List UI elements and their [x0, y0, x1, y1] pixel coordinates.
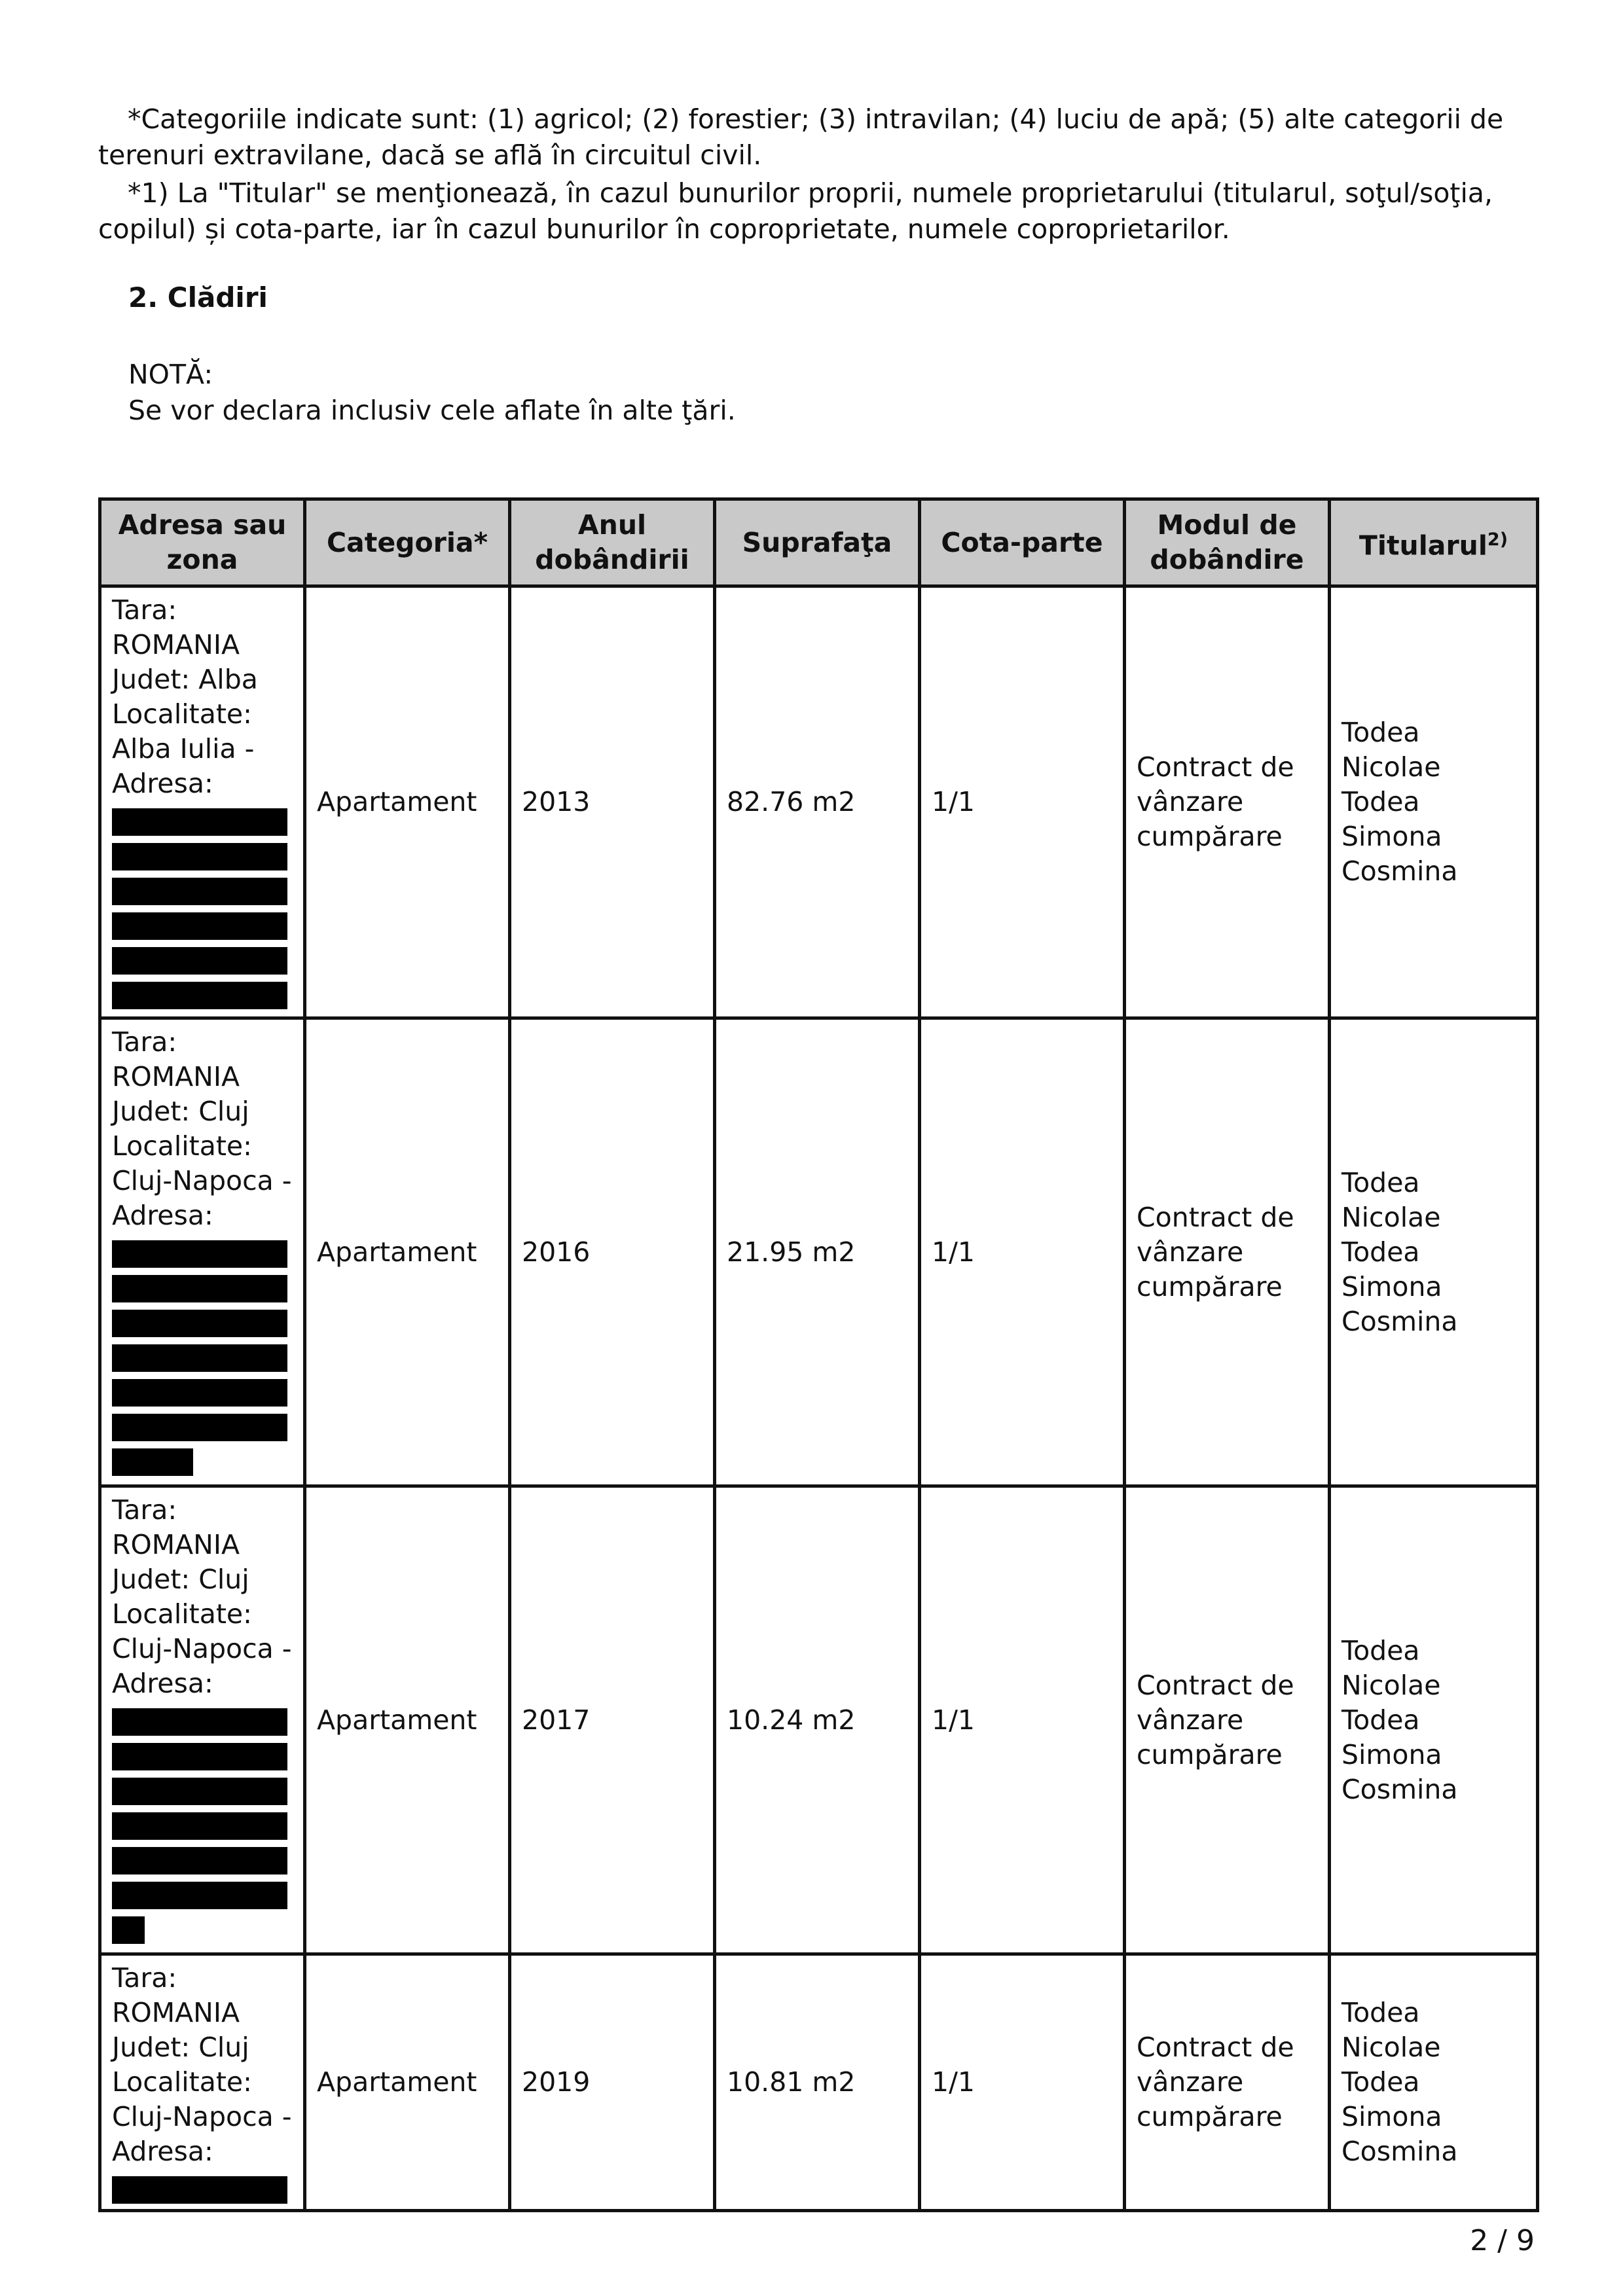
- cell-modul: Contract de vânzare cumpărare: [1125, 1486, 1330, 1954]
- table-row: [100, 1018, 1538, 1486]
- addr-judet: Judet: Cluj: [112, 2032, 249, 2063]
- addr-tara: Tara: ROMANIA: [112, 594, 240, 660]
- addr-tara: Tara: ROMANIA: [112, 1962, 240, 2028]
- cell-anul: 2013: [510, 586, 715, 1018]
- titular-name: Todea Simona Cosmina: [1341, 2066, 1458, 2167]
- redaction-bar: [112, 1414, 287, 1441]
- redaction-bar: [112, 1448, 193, 1476]
- redaction-bar: [112, 1310, 287, 1337]
- header-adresa: Adresa sau zona: [100, 499, 305, 586]
- redaction-bar: [112, 1743, 287, 1770]
- header-modul: Modul de dobândire: [1125, 499, 1330, 586]
- addr-adresa-label: Adresa:: [112, 768, 213, 799]
- redaction-bar: [112, 1916, 145, 1944]
- addr-adresa-label: Adresa:: [112, 1668, 213, 1699]
- cell-categoria: Apartament: [305, 586, 510, 1018]
- titular-name: Todea Nicolae: [1341, 717, 1441, 783]
- cell-modul: Contract de vânzare cumpărare: [1125, 586, 1330, 1018]
- table-header-row: [100, 499, 1538, 586]
- header-anul: Anul dobândirii: [510, 499, 715, 586]
- redaction-bar: [112, 947, 287, 975]
- redaction-bar: [112, 843, 287, 870]
- addr-judet: Judet: Cluj: [112, 1096, 249, 1127]
- addr-judet: Judet: Alba: [112, 664, 258, 695]
- redaction-bar: [112, 878, 287, 905]
- redaction-bar: [112, 982, 287, 1009]
- header-suprafata: Suprafaţa: [715, 499, 920, 586]
- cell-suprafata: 10.81 m2: [715, 1954, 920, 2211]
- titular-name: Todea Simona Cosmina: [1341, 786, 1458, 887]
- cell-adresa: [100, 1486, 305, 1954]
- cell-cota: 1/1: [920, 1018, 1125, 1486]
- header-categoria: Categoria*: [305, 499, 510, 586]
- cell-cota: 1/1: [920, 586, 1125, 1018]
- cell-modul: Contract de vânzare cumpărare: [1125, 1954, 1330, 2211]
- cell-suprafata: 10.24 m2: [715, 1486, 920, 1954]
- cell-adresa: [100, 586, 305, 1018]
- cell-titularul: [1330, 1486, 1538, 1954]
- cell-modul: Contract de vânzare cumpărare: [1125, 1018, 1330, 1486]
- addr-judet: Judet: Cluj: [112, 1564, 249, 1595]
- titular-name: Todea Simona Cosmina: [1341, 1236, 1458, 1337]
- titular-name: Todea Nicolae: [1341, 1634, 1441, 1701]
- addr-adresa-label: Adresa:: [112, 2136, 213, 2167]
- note-titular: *1) La "Titular" se menţionează, în cazul bunurilor proprii, numele proprietarului (titularul, soţul/soţia, copilul) și cota-parte, iar în cazul bunurilor în coproprietate, numele coproprietarilor.: [98, 177, 1493, 245]
- page-number: 2 / 9: [1470, 2224, 1535, 2257]
- table-row: [100, 1486, 1538, 1954]
- redaction-bar: [112, 1778, 287, 1805]
- cell-categoria: Apartament: [305, 1018, 510, 1486]
- addr-localitate: Localitate: Alba Iulia -: [112, 698, 255, 764]
- titular-name: Todea Simona Cosmina: [1341, 1704, 1458, 1805]
- header-titularul-label: Titularul: [1359, 529, 1487, 562]
- addr-localitate: Localitate: Cluj-Napoca -: [112, 2066, 292, 2132]
- note-categorii: *Categoriile indicate sunt: (1) agricol; (2) forestier; (3) intravilan; (4) luciu de apă; (5) alte categorii de terenuri extravilane, dacă se află în circuitul civil.: [98, 103, 1504, 171]
- cell-suprafata: 21.95 m2: [715, 1018, 920, 1486]
- cell-suprafata: 82.76 m2: [715, 586, 920, 1018]
- redaction-bar: [112, 1379, 287, 1407]
- addr-localitate: Localitate: Cluj-Napoca -: [112, 1598, 292, 1664]
- cell-adresa: [100, 1018, 305, 1486]
- redaction-bar: [112, 1708, 287, 1736]
- table-row: [100, 1954, 1538, 2211]
- cell-titularul: [1330, 1954, 1538, 2211]
- header-titularul: [1330, 499, 1538, 586]
- redaction-bar: [112, 1847, 287, 1874]
- cell-categoria: Apartament: [305, 1486, 510, 1954]
- header-titularul-footnote: 2): [1487, 529, 1508, 550]
- cell-anul: 2016: [510, 1018, 715, 1486]
- nota-text: Se vor declara inclusiv cele aflate în alte ţări.: [128, 395, 736, 426]
- cell-cota: 1/1: [920, 1486, 1125, 1954]
- addr-adresa-label: Adresa:: [112, 1200, 213, 1231]
- nota-label: NOTĂ:: [128, 359, 213, 390]
- cell-anul: 2019: [510, 1954, 715, 2211]
- redaction-bar: [112, 1812, 287, 1840]
- cell-titularul: [1330, 1018, 1538, 1486]
- redaction-bar: [112, 1275, 287, 1302]
- cell-cota: 1/1: [920, 1954, 1125, 2211]
- addr-tara: Tara: ROMANIA: [112, 1494, 240, 1560]
- redaction-bar: [112, 912, 287, 940]
- header-cota: Cota-parte: [920, 499, 1125, 586]
- titular-name: Todea Nicolae: [1341, 1166, 1441, 1233]
- table-row: [100, 586, 1538, 1018]
- redaction-bar: [112, 808, 287, 836]
- cell-anul: 2017: [510, 1486, 715, 1954]
- redaction-bar: [112, 1344, 287, 1372]
- addr-tara: Tara: ROMANIA: [112, 1026, 240, 1092]
- addr-localitate: Localitate: Cluj-Napoca -: [112, 1130, 292, 1196]
- section-title: 2. Clădiri: [128, 281, 268, 314]
- redaction-bar: [112, 1240, 287, 1268]
- cell-categoria: Apartament: [305, 1954, 510, 2211]
- redaction-bar: [112, 2176, 287, 2204]
- cell-adresa: [100, 1954, 305, 2211]
- cell-titularul: [1330, 586, 1538, 1018]
- cladiri-table: [98, 497, 1539, 2212]
- redaction-bar: [112, 1882, 287, 1909]
- titular-name: Todea Nicolae: [1341, 1997, 1441, 2063]
